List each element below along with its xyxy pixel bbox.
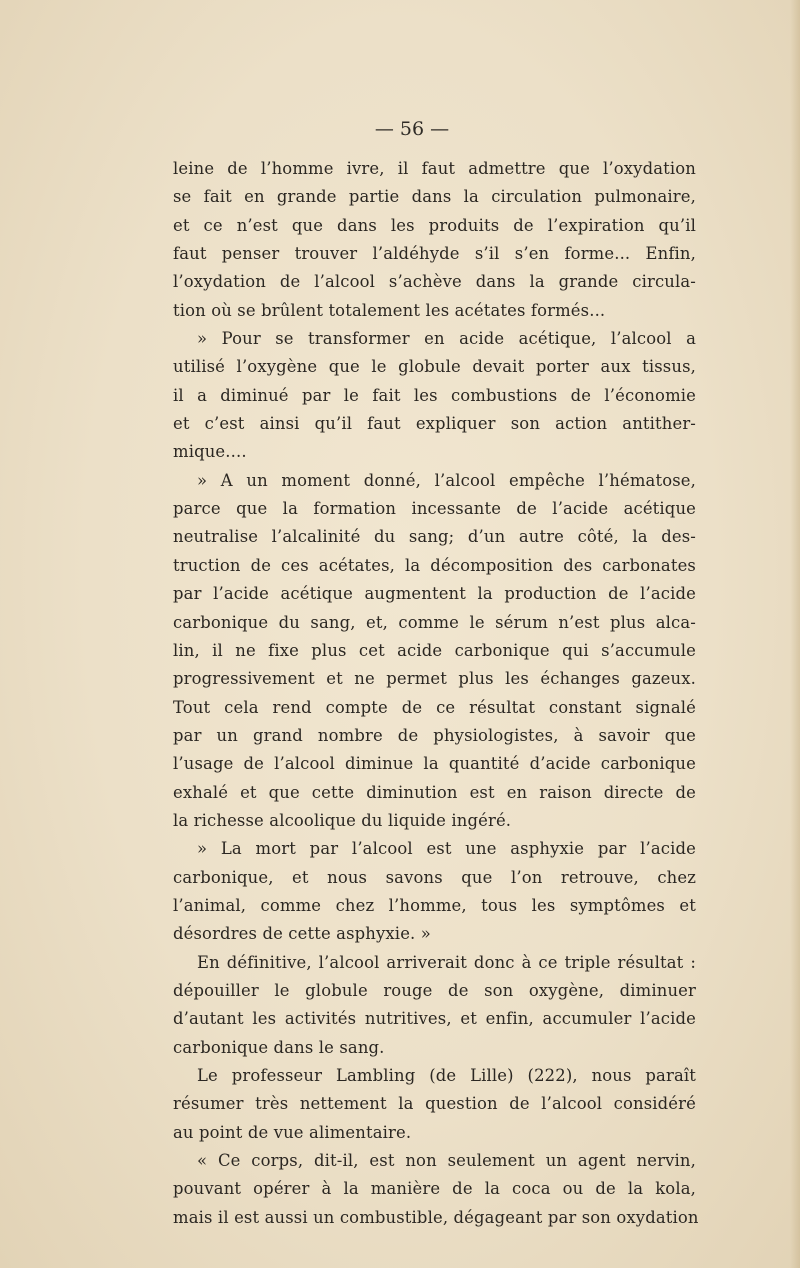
text-line: » A un moment donné, l’alcool empêche l’hématose, xyxy=(197,470,696,490)
text-line: lin, il ne fixe plus cet acide carbonique qui s’accumule xyxy=(173,640,696,660)
text-line: mais il est aussi un combustible, dégageant par son oxydation xyxy=(173,1207,699,1227)
text-line: En définitive, l’alcool arriverait donc à ce triple résultat : xyxy=(197,952,696,972)
text-line: « Ce corps, dit-il, est non seulement un agent nervin, xyxy=(197,1151,696,1171)
body-text xyxy=(173,155,699,1232)
text-line: l’usage de l’alcool diminue la quantité d’acide carbonique xyxy=(173,754,696,774)
text-line: et ce n’est que dans les produits de l’expiration qu’il xyxy=(173,215,696,235)
text-line: se fait en grande partie dans la circulation pulmonaire, xyxy=(173,187,696,207)
text-line: leine de l’homme ivre, il faut admettre que l’oxydation xyxy=(173,159,696,178)
page-edge xyxy=(790,0,800,1268)
text-line: et c’est ainsi qu’il faut expliquer son action antither- xyxy=(173,414,696,434)
text-line: parce que la formation incessante de l’acide acétique xyxy=(173,499,696,519)
text-line: exhalé et que cette diminution est en raison directe de xyxy=(173,782,696,802)
text-line: au point de vue alimentaire. xyxy=(173,1122,412,1142)
text-line: désordres de cette asphyxie. » xyxy=(173,924,431,944)
text-line: d’autant les activités nutritives, et enfin, accumuler l’acide xyxy=(173,1009,696,1029)
text-line: Le professeur Lambling (de Lille) (222), nous paraît xyxy=(197,1066,696,1085)
text-line: truction de ces acétates, la décomposition des carbonates xyxy=(173,555,696,575)
text-line: » Pour se transformer en acide acétique, l’alcool a xyxy=(197,329,696,349)
text-line: utilisé l’oxygène que le globule devait porter aux tissus, xyxy=(173,357,696,377)
text-line: résumer très nettement la question de l’alcool considéré xyxy=(173,1094,696,1114)
text-line: tion où se brûlent totalement les acétates formés... xyxy=(173,300,606,320)
text-line: » La mort par l’alcool est une asphyxie par l’acide xyxy=(197,839,696,859)
text-line: l’animal, comme chez l’homme, tous les symptômes et xyxy=(173,895,696,915)
text-line: carbonique du sang, et, comme le sérum n’est plus alca- xyxy=(173,612,696,632)
text-line: progressivement et ne permet plus les échanges gazeux. xyxy=(173,669,696,689)
text-line: faut penser trouver l’aldéhyde s’il s’en forme... Enfin, xyxy=(173,244,696,264)
text-line: la richesse alcoolique du liquide ingéré. xyxy=(173,810,512,830)
text-line: il a diminué par le fait les combustions de l’économie xyxy=(173,385,696,405)
text-line: par un grand nombre de physiologistes, à savoir que xyxy=(173,725,696,745)
text-line: mique.... xyxy=(173,442,247,462)
text-line: carbonique, et nous savons que l’on retrouve, chez xyxy=(173,867,696,887)
text-line: l’oxydation de l’alcool s’achève dans la grande circula- xyxy=(173,272,696,292)
text-line: pouvant opérer à la manière de la coca ou de la kola, xyxy=(173,1179,696,1199)
page-number: — 56 — xyxy=(374,118,450,140)
text-line: Tout cela rend compte de ce résultat constant signalé xyxy=(173,697,696,717)
text-line: par l’acide acétique augmentent la production de l’acide xyxy=(173,584,696,604)
text-line: neutralise l’alcalinité du sang; d’un autre côté, la des- xyxy=(173,527,696,547)
text-line: carbonique dans le sang. xyxy=(173,1037,385,1057)
text-line: dépouiller le globule rouge de son oxygène, diminuer xyxy=(173,980,696,1000)
